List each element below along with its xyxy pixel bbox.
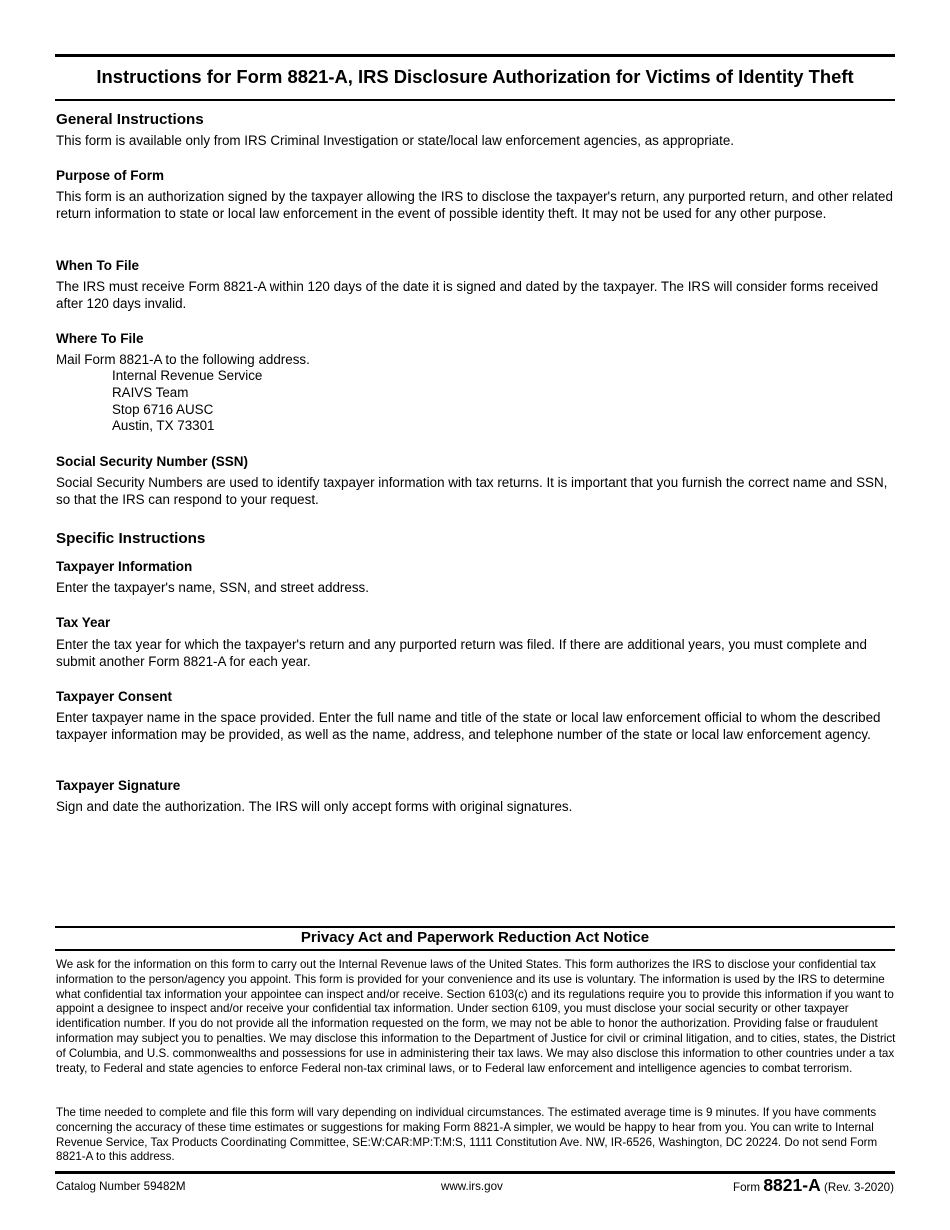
- taxpayer-signature-heading: Taxpayer Signature: [56, 778, 181, 793]
- form-revision: (Rev. 3-2020): [823, 1181, 894, 1194]
- when-to-file-heading: When To File: [56, 258, 139, 273]
- taxpayer-consent-heading: Taxpayer Consent: [56, 689, 173, 704]
- purpose-heading: Purpose of Form: [56, 168, 165, 183]
- where-to-file-heading: Where To File: [56, 331, 144, 346]
- when-to-file-text: The IRS must receive Form 8821-A within 120 days of the date it is signed and dated by the taxpayer. The IRS will consider forms received after 120 days invalid.: [56, 279, 879, 311]
- privacy-notice-heading: Privacy Act and Paperwork Reduction Act Notice: [300, 929, 650, 946]
- taxpayer-signature-text: Sign and date the authorization. The IRS will only accept forms with original signatures.: [56, 799, 573, 814]
- ssn-text: Social Security Numbers are used to identify taxpayer information with tax returns. It is important that you furnish the correct name and SSN, so that the IRS can respond to your request.: [56, 475, 888, 507]
- catalog-number: Catalog Number 59482M: [56, 1180, 186, 1193]
- specific-instructions-heading: Specific Instructions: [56, 530, 206, 547]
- general-instructions-text: This form is available only from IRS Criminal Investigation or state/local law enforcement agencies, as appropriate.: [56, 133, 735, 148]
- address-line: Internal Revenue Service: [112, 368, 263, 383]
- website-link[interactable]: www.irs.gov: [441, 1180, 503, 1193]
- footer-rule: [55, 1171, 895, 1174]
- purpose-text: This form is an authorization signed by the taxpayer allowing the IRS to disclose the taxpayer's return, any purported return, and other related return information to state or local law enforcement in the event of possible identity theft. It may not be used for any other purpose.: [56, 189, 893, 221]
- where-to-file-text: Mail Form 8821-A to the following address.: [56, 352, 310, 367]
- tax-year-text: Enter the tax year for which the taxpayer's return and any purported return was filed. If there are additional years, you must complete and submit another Form 8821-A for each year.: [56, 637, 867, 669]
- address-line: Austin, TX 73301: [112, 418, 215, 434]
- paperwork-notice-paragraph: The time needed to complete and file this form will vary depending on individual circumstances. The estimated average time is 9 minutes. If you have comments concerning the accuracy of these time estimates or suggestions for making Form 8821-A simpler, we would be happy to hear from you. You can write to Internal Revenue Service, Tax Products Coordinating Committee, SE:W:CAR:MP:T:M:S, 1111 Constitution Ave. NW, IR-6526, Washington, DC 20224. Do not send Form 8821-A to this address.: [56, 1106, 878, 1164]
- taxpayer-info-heading: Taxpayer Information: [56, 559, 193, 574]
- form-word: Form: [733, 1181, 761, 1194]
- title-rule: [55, 99, 895, 101]
- notice-top-rule: [55, 926, 895, 928]
- top-rule: [55, 54, 895, 57]
- privacy-notice-paragraph: We ask for the information on this form to carry out the Internal Revenue laws of the United States. This form authorizes the IRS to disclose your confidential tax information to the person/agency you appoint. This form is provided for your convenience and its use is voluntary. The information is used by the IRS to determine what confidential tax information your appointee can inspect and/or receive. Section 6103(c) and its regulations require you to provide this information if you want to appoint a designee to inspect and/or receive your confidential tax information. Under section 6109, you must disclose your social security or other taxpayer identification number. If you do not provide all the information requested on the form, we may not be able to honor the authorization. Providing false or fraudulent information may subject you to penalties. We may disclose this information to the Department of Justice for civil or criminal litigation, and to cities, states, the District of Columbia, and U.S. commonwealths and possessions for use in administering their tax laws. We may also disclose this information to other countries under a tax treaty, to Federal and state agencies to enforce Federal non-tax criminal laws, or to Federal law enforcement and intelligence agencies to combat terrorism.: [56, 958, 896, 1075]
- form-number: 8821-A: [763, 1175, 821, 1195]
- tax-year-heading: Tax Year: [56, 615, 111, 630]
- address-line: Stop 6716 AUSC: [112, 401, 214, 417]
- address-line: RAIVS Team: [112, 384, 189, 400]
- form-identifier: [733, 1175, 894, 1196]
- taxpayer-info-text: Enter the taxpayer's name, SSN, and street address.: [56, 580, 369, 595]
- general-instructions-heading: General Instructions: [56, 111, 204, 128]
- mailing-address: [112, 368, 262, 435]
- notice-bottom-rule: [55, 949, 895, 951]
- ssn-heading: Social Security Number (SSN): [56, 454, 249, 469]
- page-title: Instructions for Form 8821-A, IRS Disclosure Authorization for Victims of Identity Theft: [96, 66, 854, 87]
- taxpayer-consent-text: Enter taxpayer name in the space provided. Enter the full name and title of the state or local law enforcement official to whom the described taxpayer information may be provided, as well as the name, address, and telephone number of the state or local law enforcement agency.: [56, 710, 881, 742]
